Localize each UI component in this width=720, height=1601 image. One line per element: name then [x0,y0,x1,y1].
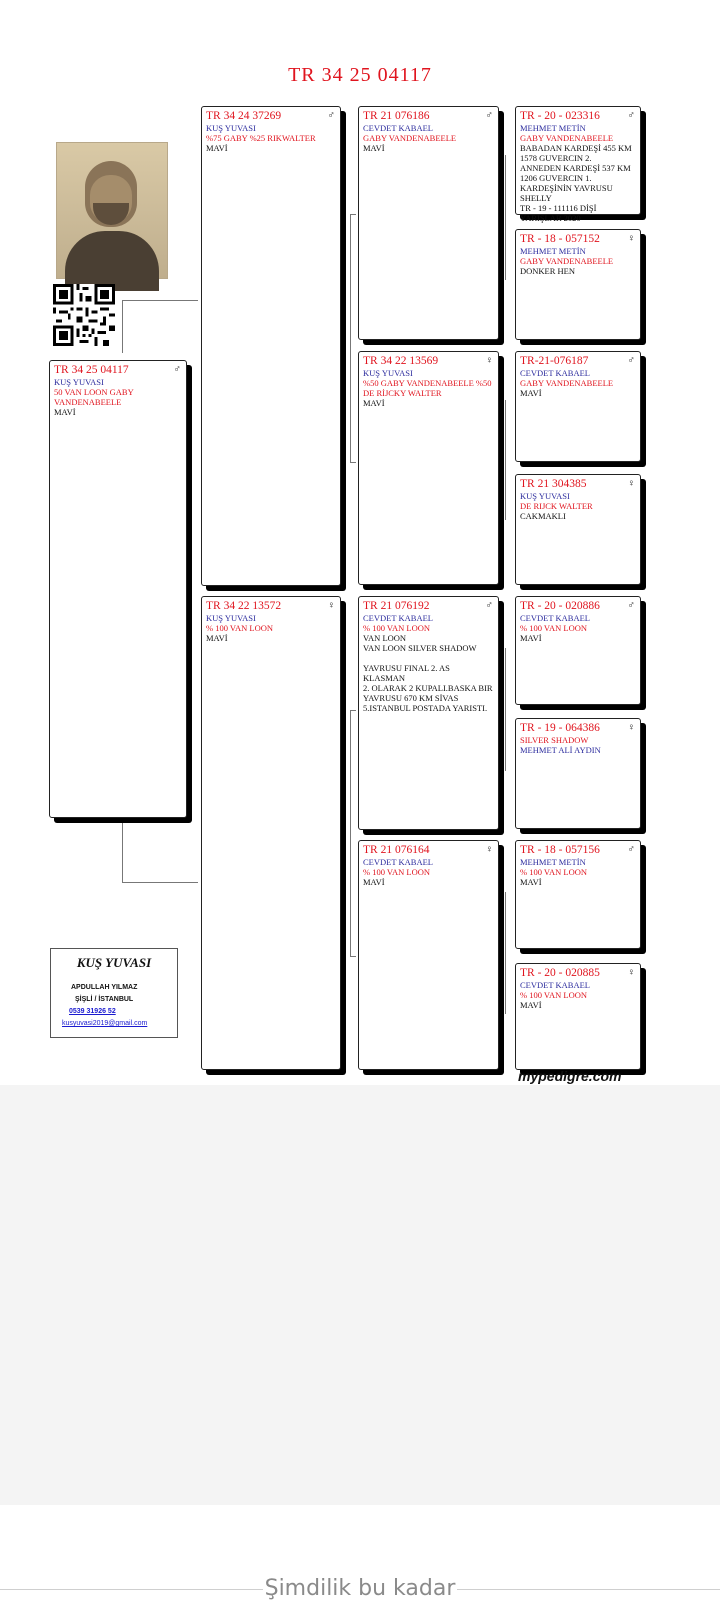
breeder-box [50,948,178,1038]
pedigree-card-dam[interactable] [201,596,341,1070]
color-line: MAVİ [206,143,228,153]
strain-line: % 100 VAN LOON [520,867,587,877]
owner-line: KUŞ YUVASI [520,491,570,501]
footer-text: Şimdilik bu kadar [264,1576,456,1601]
breeder-phone-link[interactable]: 0539 31926 52 [69,1008,116,1015]
ring-number: TR - 19 - 064386 [520,722,600,734]
owner-line: MEHMET METİN [520,123,586,133]
owner-line: KUŞ YUVASI [206,613,256,623]
strain-line: 50 VAN LOON GABY VANDENABEELE [54,387,134,407]
pedigree-card-g2-2[interactable] [358,351,499,585]
color-line: MAVİ [520,388,542,398]
ring-number: TR - 20 - 020885 [520,967,600,979]
strain-line: % 100 VAN LOON [520,990,587,1000]
sex-icon: ♀ [485,844,493,855]
ring-number: TR 21 304385 [520,478,587,490]
pedigree-card-g3-2[interactable] [515,229,641,340]
strain-line: % 100 VAN LOON [363,867,430,877]
qr-code [53,284,115,346]
strain-line: % 100 VAN LOON [363,623,430,633]
sex-icon: ♀ [485,355,493,366]
strain-line: % 100 VAN LOON [520,623,587,633]
owner-line: KUŞ YUVASI [363,368,413,378]
pedigree-card-g3-1[interactable] [515,106,641,223]
owner-line: CEVDET KABAEL [363,857,433,867]
owner-line: KUŞ YUVASI [206,123,256,133]
color-line-2: VAN LOON SILVER SHADOW [363,643,477,653]
sex-icon: ♀ [627,722,635,733]
color-line: CAKMAKLI [520,511,566,521]
owner-line: CEVDET KABAEL [363,123,433,133]
strain-line: GABY VANDENABEELE [363,133,457,143]
watermark: mypedigre.com [518,1068,622,1084]
owner-line: MEHMET ALİ AYDIN [520,745,601,755]
owner-line: MEHMET METİN [520,857,586,867]
owner-line: CEVDET KABAEL [520,980,590,990]
race-note: BABADAN KARDEŞİ 455 KM 1578 GUVERCIN 2. ANNEDEN KARDEŞİ 537 KM 1206 GUVERCIN 1. KARDEŞİNİN YAVRUSU SHELLY TR - 19 - 111116 DİŞİ YARIŞLAR 2020 [520,143,632,223]
sex-icon: ♂ [627,844,635,855]
sex-icon: ♂ [627,600,635,611]
pedigree-title: TR 34 25 04117 [288,64,432,86]
strain-line: %50 GABY VANDENABEELE %50 DE RİJCKY WALTER [363,378,492,398]
pedigree-card-sire[interactable] [201,106,341,586]
strain-line: % 100 VAN LOON [206,623,273,633]
sex-icon: ♂ [627,110,635,121]
ring-number: TR - 20 - 020886 [520,600,600,612]
ring-number: TR - 20 - 023316 [520,110,600,122]
owner-line: MEHMET METİN [520,246,586,256]
color-line: MAVİ [520,633,542,643]
strain-line: DE RIJCK WALTER [520,501,593,511]
race-note: YAVRUSU FINAL 2. AS KLASMAN 2. OLARAK 2 KUPALI.BASKA BIR YAVRUSU 670 KM SİVAS 5.ISTANBUL POSTADA YARISTI. [363,663,493,713]
sex-icon: ♂ [327,110,335,121]
ring-number: TR 21 076164 [363,844,430,856]
breeder-photo [56,142,168,279]
strain-line: GABY VANDENABEELE [520,378,614,388]
ring-number: TR 21 076186 [363,110,430,122]
sex-icon: ♀ [627,478,635,489]
sex-icon: ♂ [173,364,181,375]
sex-icon: ♂ [485,600,493,611]
breeder-owner: APDULLAH YILMAZ [71,984,138,991]
strain-line: SILVER SHADOW [520,735,589,745]
pedigree-card-g3-7[interactable] [515,840,641,949]
breeder-email-link[interactable]: kusyuvasi2019@gmail.com [62,1020,148,1027]
ring-number: TR 34 24 37269 [206,110,282,122]
ring-number: TR-21-076187 [520,355,589,367]
pedigree-card-g3-4[interactable] [515,474,641,585]
ring-number: TR 34 22 13569 [363,355,439,367]
color-line: MAVİ [206,633,228,643]
color-line: MAVİ [54,407,76,417]
color-line: VAN LOON [363,633,407,643]
color-line: MAVİ [520,877,542,887]
ring-number: TR 21 076192 [363,600,430,612]
pedigree-card-g3-5[interactable] [515,596,641,705]
owner-line: KUŞ YUVASI [54,377,104,387]
ring-number: TR 34 25 04117 [54,364,129,376]
owner-line: CEVDET KABAEL [520,368,590,378]
empty-area [0,1085,720,1505]
pedigree-card-g2-1[interactable] [358,106,499,340]
owner-line: CEVDET KABAEL [520,613,590,623]
breeder-name: KUŞ YUVASI [76,955,152,970]
pedigree-card-g2-4[interactable] [358,840,499,1070]
pedigree-card-g3-6[interactable] [515,718,641,829]
color-line: MAVİ [520,1000,542,1010]
breeder-location: ŞİŞLİ / İSTANBUL [75,996,134,1003]
ring-number: TR - 18 - 057156 [520,844,600,856]
color-line: MAVİ [363,877,385,887]
strain-line: GABY VANDENABEELE [520,256,614,266]
pedigree-card-g2-3[interactable] [358,596,499,830]
pedigree-card-subject[interactable] [49,360,187,818]
strain-line: %75 GABY %25 RIKWALTER [206,133,316,143]
sex-icon: ♀ [327,600,335,611]
color-line: MAVİ [363,398,385,408]
sex-icon: ♀ [627,233,635,244]
color-line: DONKER HEN [520,266,576,276]
sex-icon: ♀ [627,967,635,978]
color-line: MAVİ [363,143,385,153]
strain-line: GABY VANDENABEELE [520,133,614,143]
sex-icon: ♂ [627,355,635,366]
sex-icon: ♂ [485,110,493,121]
pedigree-card-g3-8[interactable] [515,963,641,1070]
owner-line: CEVDET KABAEL [363,613,433,623]
ring-number: TR 34 22 13572 [206,600,282,612]
footer [0,1576,720,1601]
pedigree-card-g3-3[interactable] [515,351,641,462]
ring-number: TR - 18 - 057152 [520,233,600,245]
